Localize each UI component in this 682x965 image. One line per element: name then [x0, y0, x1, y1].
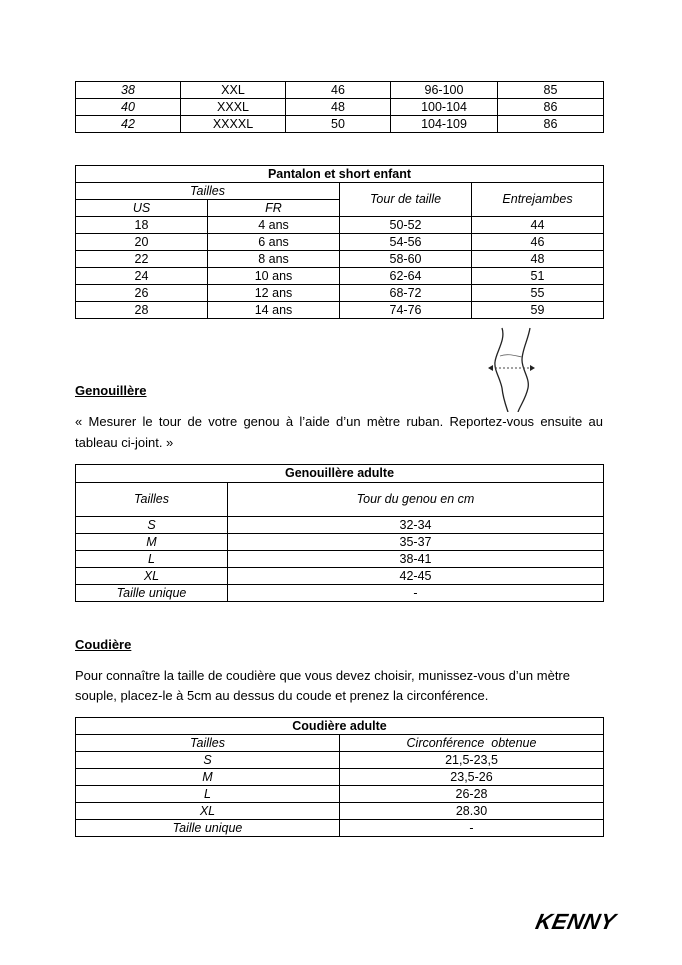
table-cell: 28.30: [340, 803, 604, 820]
table-cell: 86: [498, 116, 604, 133]
kenny-logo: [532, 908, 648, 934]
adult-size-table-continued: [75, 81, 604, 133]
table-title: Pantalon et short enfant: [76, 166, 604, 183]
table-row: [76, 803, 604, 820]
elbow-section-heading: Coudière: [75, 637, 132, 652]
table-cell: 35-37: [228, 534, 604, 551]
table-cell: 100-104: [391, 99, 498, 116]
table-cell: 96-100: [391, 82, 498, 99]
table-cell: 42-45: [228, 568, 604, 585]
table-row: [76, 302, 604, 319]
table-row: [76, 786, 604, 803]
table-cell: XL: [76, 803, 340, 820]
table-header-row: [76, 183, 604, 200]
table-cell: 48: [472, 251, 604, 268]
kids-pants-table: [75, 165, 604, 319]
table-row: [76, 820, 604, 837]
table-cell: 14 ans: [208, 302, 340, 319]
knee-instructions-line1: « Mesurer le tour de votre genou à l’aide d’un mètre ruban. Reportez-vous ensuite au: [75, 414, 603, 429]
table-cell: 4 ans: [208, 217, 340, 234]
table-cell: Taille unique: [76, 585, 228, 602]
table-row: [76, 234, 604, 251]
table-title-row: [76, 718, 604, 735]
table-cell: 48: [286, 99, 391, 116]
table-row: [76, 251, 604, 268]
table-row: [76, 99, 604, 116]
table-cell: 26: [76, 285, 208, 302]
table-cell: 23,5-26: [340, 769, 604, 786]
table-row: [76, 82, 604, 99]
knee-instructions-line2: tableau ci-joint. »: [75, 435, 174, 450]
table-cell: 104-109: [391, 116, 498, 133]
column-header: Tailles: [76, 735, 340, 752]
table-cell: 40: [76, 99, 181, 116]
elbow-instructions-line2: souple, placez-le à 5cm au dessus du coude et prenez la circonférence.: [75, 688, 489, 703]
table-row: [76, 116, 604, 133]
table-row: [76, 268, 604, 285]
tailles-header: Tailles: [76, 183, 340, 200]
table-cell: 62-64: [340, 268, 472, 285]
table-cell: XXXXL: [181, 116, 286, 133]
table-cell: 26-28: [340, 786, 604, 803]
table-cell: 10 ans: [208, 268, 340, 285]
table-cell: 20: [76, 234, 208, 251]
table-cell: 42: [76, 116, 181, 133]
table-cell: 50: [286, 116, 391, 133]
table-cell: 74-76: [340, 302, 472, 319]
table-cell: 51: [472, 268, 604, 285]
table-cell: 24: [76, 268, 208, 285]
fr-header: FR: [208, 200, 340, 217]
table-cell: -: [228, 585, 604, 602]
table-cell: 32-34: [228, 517, 604, 534]
elbow-size-table: [75, 717, 604, 837]
table-title-row: [76, 465, 604, 483]
table-cell: Taille unique: [76, 820, 340, 837]
knee-measurement-icon: [482, 326, 542, 412]
column-header: Tour du genou en cm: [228, 483, 604, 517]
column-header: Circonférence obtenue: [340, 735, 604, 752]
table-cell: 46: [472, 234, 604, 251]
table-cell: 12 ans: [208, 285, 340, 302]
table-cell: 68-72: [340, 285, 472, 302]
table-row: [76, 769, 604, 786]
table-cell: 8 ans: [208, 251, 340, 268]
table-cell: 38: [76, 82, 181, 99]
waist-header: Tour de taille: [340, 183, 472, 217]
table-row: [76, 534, 604, 551]
table-row: [76, 568, 604, 585]
table-cell: 28: [76, 302, 208, 319]
table-cell: 55: [472, 285, 604, 302]
table-row: [76, 551, 604, 568]
table-title: Genouillère adulte: [76, 465, 604, 483]
knee-section-heading: Genouillère: [75, 383, 147, 398]
table-cell: XL: [76, 568, 228, 585]
table-cell: 18: [76, 217, 208, 234]
inseam-header: Entrejambes: [472, 183, 604, 217]
table-title-row: [76, 166, 604, 183]
table-cell: -: [340, 820, 604, 837]
table-cell: XXXL: [181, 99, 286, 116]
table-cell: S: [76, 517, 228, 534]
table-cell: 44: [472, 217, 604, 234]
table-header-row: [76, 483, 604, 517]
table-row: [76, 585, 604, 602]
table-cell: 50-52: [340, 217, 472, 234]
column-header: Tailles: [76, 483, 228, 517]
table-cell: 46: [286, 82, 391, 99]
table-cell: L: [76, 551, 228, 568]
table-cell: L: [76, 786, 340, 803]
table-cell: S: [76, 752, 340, 769]
table-title: Coudière adulte: [76, 718, 604, 735]
table-row: [76, 285, 604, 302]
us-header: US: [76, 200, 208, 217]
table-cell: 54-56: [340, 234, 472, 251]
table-header-row: [76, 735, 604, 752]
table-cell: M: [76, 534, 228, 551]
table-cell: XXL: [181, 82, 286, 99]
table-cell: 6 ans: [208, 234, 340, 251]
table-cell: 86: [498, 99, 604, 116]
logo-text: KENNY: [533, 909, 619, 934]
table-cell: 58-60: [340, 251, 472, 268]
table-row: [76, 217, 604, 234]
table-cell: M: [76, 769, 340, 786]
table-cell: 59: [472, 302, 604, 319]
table-cell: 38-41: [228, 551, 604, 568]
table-cell: 22: [76, 251, 208, 268]
table-cell: 21,5-23,5: [340, 752, 604, 769]
table-cell: 85: [498, 82, 604, 99]
table-row: [76, 752, 604, 769]
elbow-instructions-line1: Pour connaître la taille de coudière que vous devez choisir, munissez-vous d’un mètre: [75, 668, 570, 683]
knee-size-table: [75, 464, 604, 602]
table-row: [76, 517, 604, 534]
